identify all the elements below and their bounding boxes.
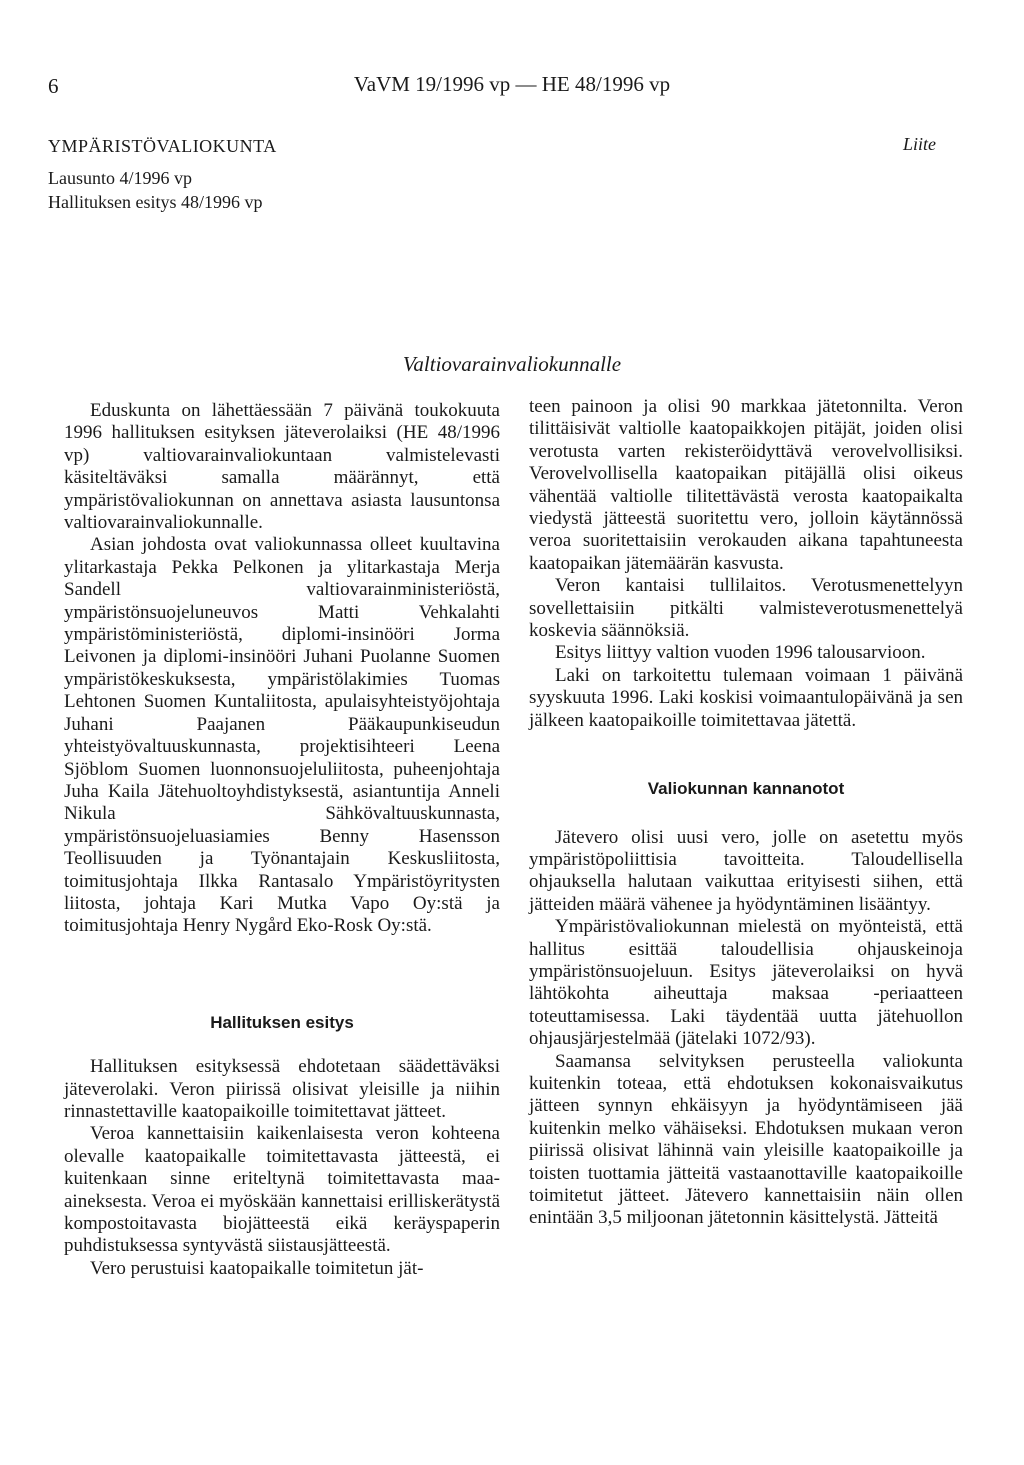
paragraph: Veroa kannettaisiin kaikenlaisesta veron kohteena olevalle kaatopaikalle toimitettavasta jätteestä, ei kuitenkaan sinne eriteltynä toimitettavasta maa-aineksesta. Veroa ei myöskään kannettaisi erilliskerätystä kompostoitavasta biojätteestä eikä keräyspaperin puhdistuksessa syntyvästä siistausjätteestä. xyxy=(64,1123,500,1257)
running-header: VaVM 19/1996 vp — HE 48/1996 vp xyxy=(353,72,671,96)
government-proposal-reference: Hallituksen esitys 48/1996 vp xyxy=(48,192,263,212)
page-number: 6 xyxy=(48,74,59,98)
paragraph: Hallituksen esityksessä ehdotetaan säädettäväksi jäteverolaki. Veron piirissä olisivat yleisille ja niihin rinnastettaville kaatopaikoille toimitettavat jätteet. xyxy=(64,1056,500,1122)
right-column xyxy=(529,396,963,1230)
paragraph: Asian johdosta ovat valiokunnassa olleet kuultavina ylitarkastaja Pekka Pelkonen ja ylitarkastaja Merja Sandell valtiovarainministeriöstä, ympäristönsuojeluneuvos Matti Vehkalahti ympäristöministeriöstä, diplomi-insinööri Jorma Leivonen ja diplomi-insinööri Juhani Puolanne Suomen ympäristökeskuksesta, ympäristölakimies Tuomas Lehtonen Suomen Kuntaliitosta, apulaisyhteistyöjohtaja Juhani Paajanen Pääkaupunkiseudun yhteistyövaltuuskunnasta, projektisihteeri Leena Sjöblom Suomen luonnonsuojeluliitosta, puheenjohtaja Juha Kaila Jätehuoltoyhdistyksestä, asiantuntija Anneli Nikula Sähkövaltuuskunnasta, ympäristönsuojeluasiamies Benny Hasensson Teollisuuden ja Työnantajain Keskusliitosta, toimitusjohtaja Ilkka Rantasalo Ympäristöyritysten liitosta, johtaja Kari Mutka Vapo Oy:stä ja toimitusjohtaja Henry Nygård Eko-Rosk Oy:stä. xyxy=(64,534,500,937)
paragraph: Laki on tarkoitettu tulemaan voimaan 1 päivänä syyskuuta 1996. Laki koskisi voimaantulopäivänä ja sen jälkeen kaatopaikoille toimitettavaa jätettä. xyxy=(529,664,963,731)
statement-reference: Lausunto 4/1996 vp xyxy=(48,168,192,188)
paragraph: Jätevero olisi uusi vero, jolle on asetettu myös ympäristöpoliittisia tavoitteita. Taloudellisella ohjauksella halutaan vaikuttaa erityisesti siihen, että jätteiden määrä vähenee ja hyödyntäminen lisääntyy. xyxy=(529,826,963,915)
committee-name: YMPÄRISTÖVALIOKUNTA xyxy=(48,136,277,156)
left-column xyxy=(64,400,500,1280)
section-heading-valiokunnan-kannanotot: Valiokunnan kannanotot xyxy=(647,779,845,799)
paragraph: teen painoon ja olisi 90 markkaa jätetonnilta. Veron tilittäisivät valtiolle kaatopaikkojen pitäjät, joiden olisi verotusta varten rekisteröidyttävä verovelvollisiksi. Verovelvollisella kaatopaikan pitäjällä olisi oikeus vähentää valtiolle tilitettävästä verosta kaatopaikalta viedystä jätteestä suoritettu vero, jolloin käytännössä veroa suoritettaisiin verokauden aikana tapahtuneesta kaatopaikan jätemäärän kasvusta. xyxy=(529,396,963,574)
section-heading-hallituksen-esitys: Hallituksen esitys xyxy=(210,1012,354,1032)
appendix-label: Liite xyxy=(903,134,937,154)
paragraph: Eduskunta on lähettäessään 7 päivänä toukokuuta 1996 hallituksen esityksen jäteverolaiksi (HE 48/1996 vp) valtiovarainvaliokuntaan valmistelevasti käsiteltäväksi samalla määrännyt, että ympäristövaliokunnan on annettava asiasta lausuntonsa valtiovarainvaliokunnalle. xyxy=(64,400,500,534)
paragraph: Ympäristövaliokunnan mielestä on myönteistä, että hallitus esittää taloudellisia ohjauskeinoja ympäristönsuojeluun. Esitys jäteverolaiksi on hyvä lähtökohta aiheuttaja maksaa -periaatteen toteuttamisessa. Laki täydentää uutta jätehuollon ohjausjärjestelmää (jätelaki 1072/93). xyxy=(529,916,963,1050)
paragraph: Vero perustuisi kaatopaikalle toimitetun jät- xyxy=(90,1257,424,1279)
addressee: Valtiovarainvaliokunnalle xyxy=(402,352,622,376)
paragraph: Esitys liittyy valtion vuoden 1996 talousarvioon. xyxy=(555,642,926,664)
paragraph: Saamansa selvityksen perusteella valiokunta kuitenkin toteaa, että ehdotuksen kokonaisvaikutus jätteen synnyn ehkäisyyn ja hyödyntämiseen jää kuitenkin melko vähäiseksi. Ehdotuksen mukaan veron piirissä olisivat lähinnä vain yleisille kaatopaikoille ja toisten tuottamia jätteitä vastaanottaville kaatopaikoille toimitetut jätteet. Jätevero kannettaisiin näin ollen enintään 3,5 miljoonan jätetonnin käsittelystä. Jätteitä xyxy=(529,1050,963,1229)
paragraph: Veron kantaisi tullilaitos. Verotusmenettelyyn sovellettaisiin pitkälti valmisteverotusmenettelyä koskevia säännöksiä. xyxy=(529,575,963,642)
